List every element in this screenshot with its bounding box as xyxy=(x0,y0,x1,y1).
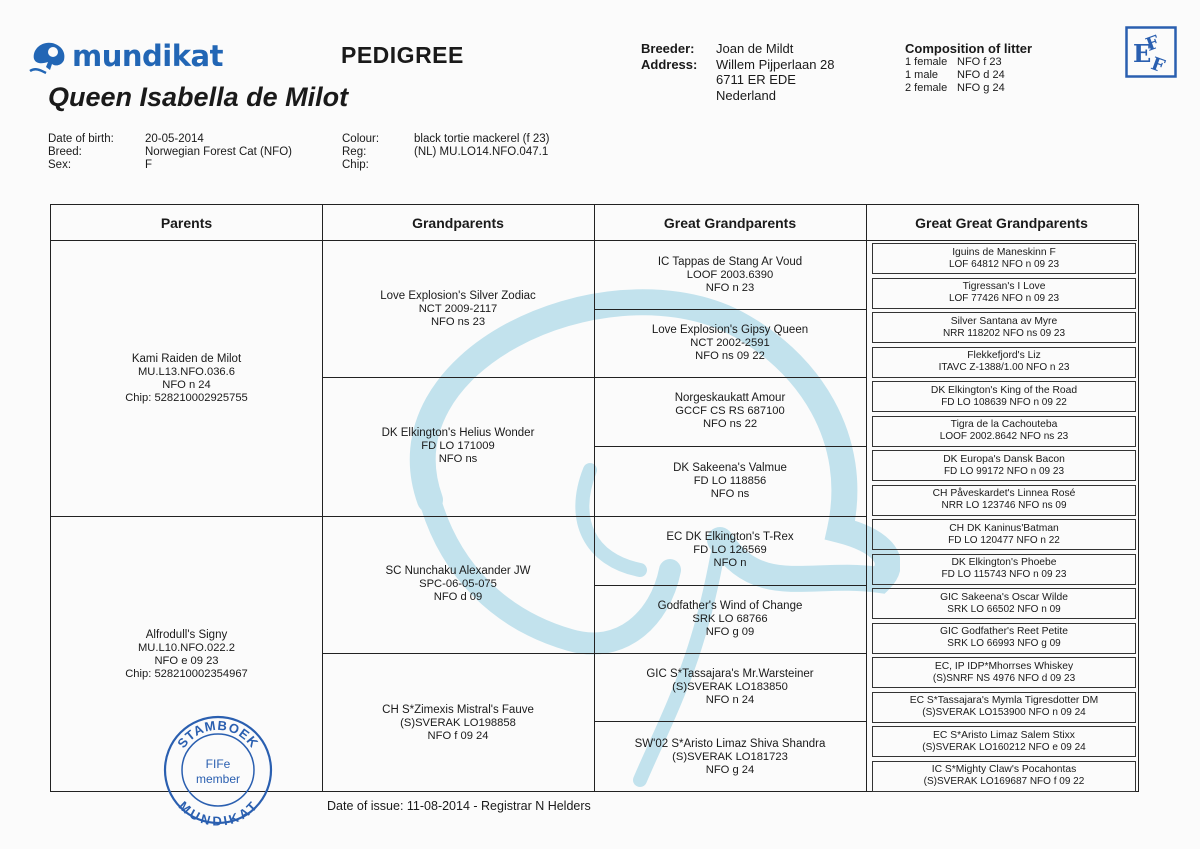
composition-line: 1 male NFO d 24 xyxy=(905,69,1005,81)
mundikat-logo-icon xyxy=(28,37,70,75)
breed-label: Breed: xyxy=(48,146,82,158)
header-grandparents: Grandparents xyxy=(322,205,594,241)
great-great-grandparent: Tigressan's I Love LOF 77426 NFO n 09 23 xyxy=(872,278,1136,309)
great-grandparent: GIC S*Tassajara's Mr.Warsteiner (S)SVERAK LO183850 NFO n 24 xyxy=(646,667,814,706)
cat-name: Queen Isabella de Milot xyxy=(48,82,349,112)
great-great-grandparent: DK Europa's Dansk Bacon FD LO 99172 NFO n 09 23 xyxy=(872,450,1136,481)
breed-value: Norwegian Forest Cat (NFO) xyxy=(145,146,292,158)
svg-text:F: F xyxy=(1148,53,1168,78)
great-grandparent: IC Tappas de Stang Ar Voud LOOF 2003.6390 NFO n 23 xyxy=(657,255,803,294)
address-line: 6711 ER EDE xyxy=(716,72,796,87)
reg-label: Reg: xyxy=(342,146,367,158)
great-great-grandparent: DK Elkington's King of the Road FD LO 108639 NFO n 09 22 xyxy=(872,381,1136,412)
composition-title: Composition of litter xyxy=(905,41,1033,56)
stamp-bottom-text: MUNDIKAT xyxy=(175,798,261,826)
great-great-grandparent: EC S*Tassajara's Mymla Tigresdotter DM (S)SVERAK LO153900 NFO n 09 24 xyxy=(872,692,1136,723)
svg-text:E: E xyxy=(1133,39,1152,68)
grandparent: Love Explosion's Silver Zodiac NCT 2009-2117 NFO ns 23 xyxy=(380,289,536,328)
great-great-grandparent: CH DK Kaninus'Batman FD LO 120477 NFO n 22 xyxy=(872,519,1136,550)
parent-sire: Kami Raiden de Milot MU.L13.NFO.036.6 NFO n 24 Chip: 528210002925755 xyxy=(125,352,248,404)
great-great-grandparent: Flekkefjord's Liz ITAVC Z-1388/1.00 NFO n 23 xyxy=(872,347,1136,378)
great-grandparent: Norgeskaukatt Amour GCCF CS RS 687100 NFO ns 22 xyxy=(674,392,786,430)
grandparent: CH S*Zimexis Mistral's Fauve (S)SVERAK LO198858 NFO f 09 24 xyxy=(382,703,534,742)
great-grandparent: Godfather's Wind of Change SRK LO 68766 NFO g 09 xyxy=(657,599,803,638)
address-line: Willem Pijperlaan 28 xyxy=(716,57,835,72)
grandparent: SC Nunchaku Alexander JW SPC-06-05-075 NFO d 09 xyxy=(385,565,531,603)
brand-name: mundikat xyxy=(72,39,223,73)
great-grandparent: SW'02 S*Aristo Limaz Shiva Shandra (S)SVERAK LO181723 NFO g 24 xyxy=(634,737,826,776)
great-great-grandparent: Tigra de la Cachouteba LOOF 2002.8642 NFO ns 23 xyxy=(872,416,1136,447)
colour-value: black tortie mackerel (f 23) xyxy=(414,133,550,145)
reg-value: (NL) MU.LO14.NFO.047.1 xyxy=(414,146,549,158)
breeder-label: Breeder: xyxy=(641,41,695,56)
stamboek-stamp xyxy=(162,714,274,826)
dob-value: 20-05-2014 xyxy=(145,133,204,145)
svg-text:MUNDIKAT xyxy=(176,798,261,826)
great-great-grandparent: Iguins de Maneskinn F LOF 64812 NFO n 09 23 xyxy=(872,243,1136,274)
header-great-grandparents: Great Grandparents xyxy=(594,205,866,241)
header-great-great-grandparents: Great Great Grandparents xyxy=(866,205,1137,241)
grandparent: DK Elkington's Helius Wonder FD LO 171009 NFO ns xyxy=(381,427,535,465)
breeder-name: Joan de Mildt xyxy=(716,41,794,56)
stamp-fife-text: FIFe xyxy=(205,757,231,771)
sex-label: Sex: xyxy=(48,159,72,171)
colour-label: Colour: xyxy=(342,133,380,145)
fife-logo-icon xyxy=(1125,26,1177,78)
great-great-grandparent: GIC Godfather's Reet Petite SRK LO 66993 NFO g 09 xyxy=(872,623,1136,654)
great-great-grandparent: GIC Sakeena's Oscar Wilde SRK LO 66502 NFO n 09 xyxy=(872,588,1136,619)
great-grandparent: EC DK Elkington's T-Rex FD LO 126569 NFO n xyxy=(666,531,794,569)
address-label: Address: xyxy=(641,57,698,72)
mundikat-logo xyxy=(28,36,223,76)
great-great-grandparent: DK Elkington's Phoebe FD LO 115743 NFO n 09 23 xyxy=(872,554,1136,585)
great-great-grandparent: IC S*Mighty Claw's Pocahontas (S)SVERAK LO169687 NFO f 09 22 xyxy=(872,761,1136,792)
chip-label: Chip: xyxy=(342,159,369,171)
date-of-issue: Date of issue: 11-08-2014 - Registrar N Helders xyxy=(327,799,591,813)
great-great-grandparent: EC S*Aristo Limaz Salem Stixx (S)SVERAK LO160212 NFO e 09 24 xyxy=(872,726,1136,757)
sex-value: F xyxy=(145,159,153,171)
great-grandparent: DK Sakeena's Valmue FD LO 118856 NFO ns xyxy=(673,461,787,500)
great-great-grandparent: Silver Santana av Myre NRR 118202 NFO ns 09 23 xyxy=(872,312,1136,343)
svg-text:F: F xyxy=(1143,31,1163,56)
stamp-member-text: member xyxy=(195,772,241,786)
stamp-top-text: STAMBOEK xyxy=(174,717,262,751)
pedigree-table xyxy=(50,204,1139,792)
great-great-grandparent: CH Påveskardet's Linnea Rosé NRR LO 123746 NFO ns 09 xyxy=(872,485,1136,516)
header-parents: Parents xyxy=(51,205,322,241)
document-title: PEDIGREE xyxy=(341,42,464,68)
composition-line: 2 female NFO g 24 xyxy=(905,82,1005,94)
great-great-grandparent: EC, IP IDP*Mhorrses Whiskey (S)SNRF NS 4976 NFO d 09 23 xyxy=(872,657,1136,688)
parent-dam: Alfrodull's Signy MU.L10.NFO.022.2 NFO e 09 23 Chip: 528210002354967 xyxy=(125,628,248,680)
address-line: Nederland xyxy=(716,88,776,103)
dob-label: Date of birth: xyxy=(48,133,114,145)
composition-line: 1 female NFO f 23 xyxy=(905,56,1002,68)
great-grandparent: Love Explosion's Gipsy Queen NCT 2002-2591 NFO ns 09 22 xyxy=(651,323,809,362)
